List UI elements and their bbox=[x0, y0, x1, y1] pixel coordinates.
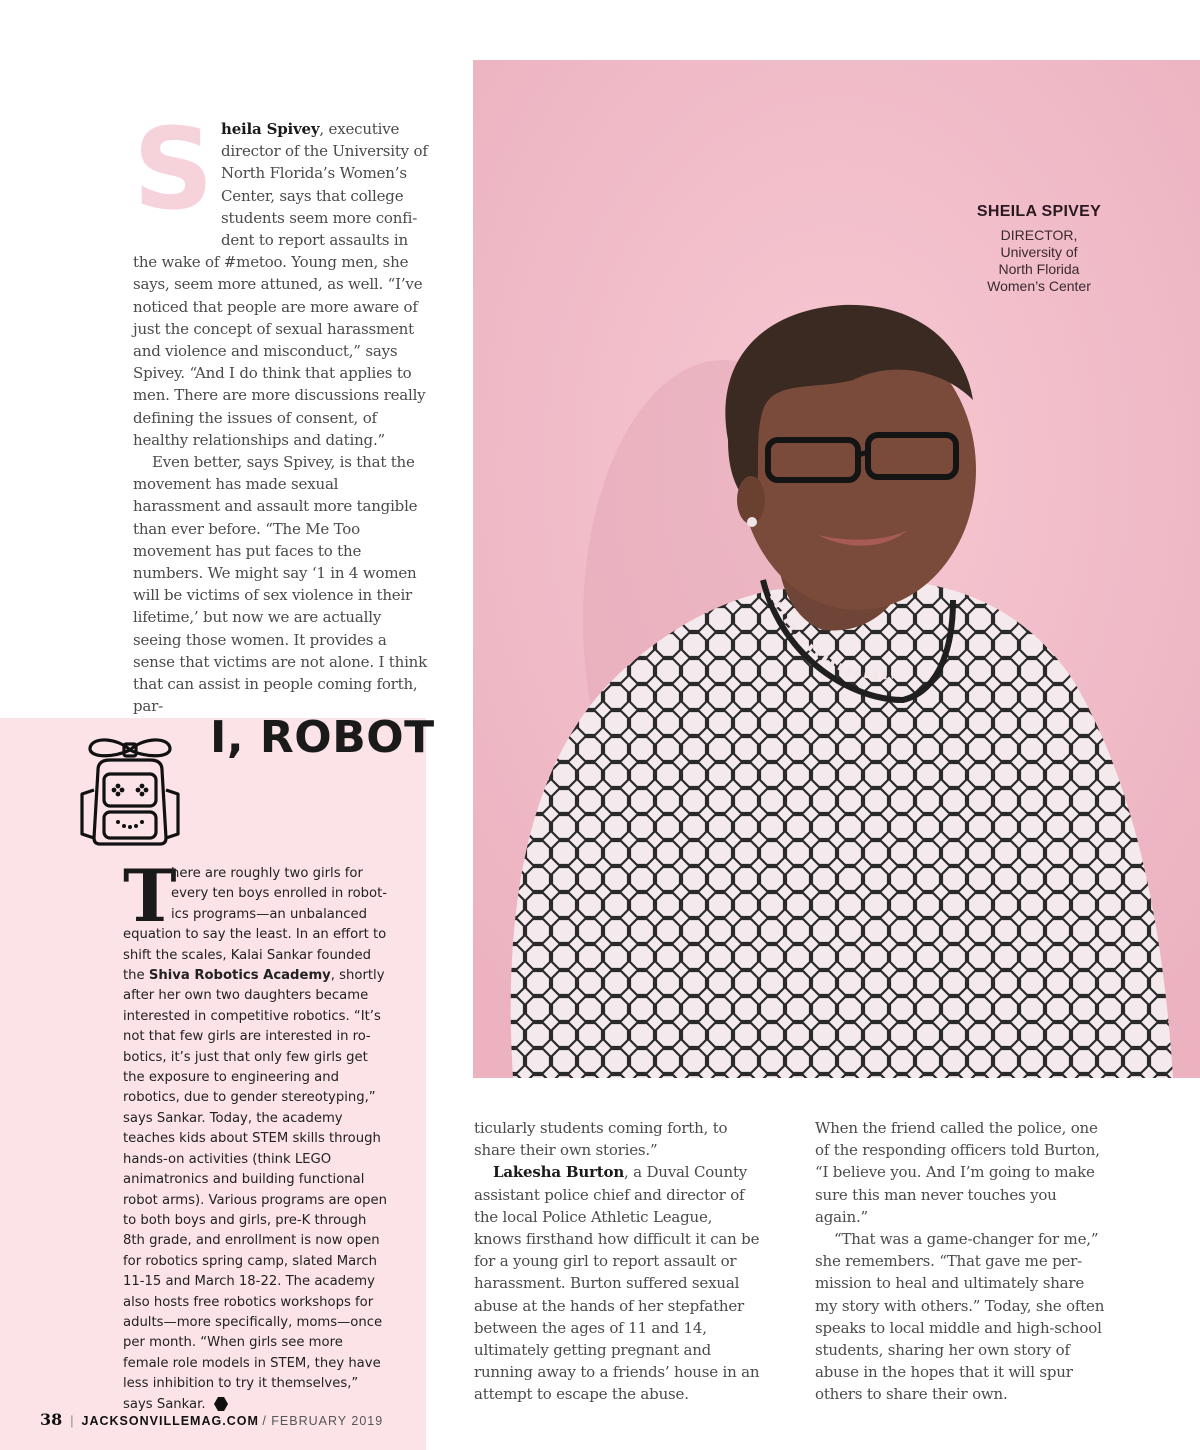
mid-paragraph-1: ticularly students coming forth, to share their own stories.” bbox=[474, 1119, 728, 1160]
burton-name: Lakesha Burton bbox=[493, 1163, 625, 1182]
caption-title: DIRECTOR, bbox=[1000, 227, 1078, 243]
article-column-right bbox=[815, 1117, 1110, 1406]
sidebar-paragraph-end: , shortly after her own two daughters became interested in competitive robotics. “It’s not that few girls are interested in robotics, it’s just that only few girls get the exposure to engineering and robotics, due to gender stereotyping,” says Sankar. Today, the academy teaches kids about STEM skills through hands-on activities (think LEGO animatronics and building functional robot arms). Various programs are open to both boys and girls, pre-K through 8th grade, and enrollment is now open for robotics spring camp, slated March 11-15 and March 18-22. The academy also hosts free robotics workshops for adults—more specifically, moms—once per month. “When girls see more female role models in STEM, they have less inhibition to try it themselves,” says Sankar. bbox=[123, 968, 387, 1412]
page-footer bbox=[40, 1410, 383, 1429]
right-paragraph-2: “That was a game-changer for me,” she remembers. “That gave me permission to heal and ultimately share my story with others.” Today, she often speaks to local middle and high-school students, sharing her own story of abuse in the hopes that it will spur others to share their own. bbox=[815, 1230, 1105, 1404]
intro-paragraph-2: Even better, says Spivey, is that the movement has made sexual harassment and assault more tangible than ever before. “The Me Too movement has put faces to the numbers. We might say ‘1 in 4 women will be victims of sex violence in their lifetime,’ but now we are actually seeing those women. It provides a sense that victims are not alone. I think that can assist in people coming forth, par- bbox=[133, 453, 428, 716]
dropcap-t: T bbox=[123, 853, 177, 938]
sidebar-text bbox=[123, 853, 391, 1415]
sidebar-title: I, ROBOT bbox=[210, 712, 435, 763]
dropcap-s: S bbox=[133, 105, 214, 235]
caption-org-line-1: University of bbox=[1000, 244, 1078, 260]
footer-divider: | bbox=[70, 1414, 74, 1428]
sidebar-paragraph-start: here are roughly two girls for every ten boys enrolled in robotics programs—an unbalanced equation to say the least. In an effort to shift the scales, Kalai Sankar founded the bbox=[123, 866, 388, 984]
caption-org-line-3: Women’s Center bbox=[987, 278, 1091, 294]
page-number: 38 bbox=[40, 1410, 63, 1429]
end-mark-icon bbox=[214, 1397, 228, 1411]
mid-paragraph-2: , a Duval County assistant police chief and director of the local Police Athletic League, knows firsthand how difficult it can be for a young girl to report assault or harassment. Burton suffered sexual abuse at the hands of her stepfather between the ages of 11 and 14, ultimately getting pregnant and running away to a friends’ house in an attempt to escape the abuse. bbox=[474, 1163, 760, 1404]
photo-caption bbox=[949, 203, 1129, 295]
subject-name: heila Spivey bbox=[221, 120, 320, 138]
right-paragraph-1: When the friend called the police, one of the responding officers told Burton, “I believe you. And I’m going to make sure this man never touches you again.” bbox=[815, 1119, 1100, 1226]
magazine-url: JACKSONVILLEMAG.COM bbox=[81, 1414, 259, 1428]
caption-name: SHEILA SPIVEY bbox=[976, 203, 1102, 220]
robot-backpack-icon bbox=[74, 734, 186, 850]
caption-org-line-2: North Florida bbox=[998, 261, 1080, 277]
portrait-photo bbox=[473, 60, 1200, 1078]
academy-name: Shiva Robotics Academy bbox=[148, 968, 331, 984]
article-intro-column bbox=[133, 105, 428, 717]
article-column-middle bbox=[474, 1117, 764, 1406]
intro-paragraph: , executive director of the University of North Florida’s Women’s Center, says that college students seem more confident to report assaults in the wake of #metoo. Young men, she says, seem more attuned, as well. “I’ve noticed that people are more aware of just the concept of sexual harassment and violence and misconduct,” says Spivey. “And I do think that applies to men. There are more discussions really defining the issues of consent, of healthy relationships and dating.” bbox=[133, 120, 428, 449]
issue-date: / FEBRUARY 2019 bbox=[262, 1414, 384, 1428]
